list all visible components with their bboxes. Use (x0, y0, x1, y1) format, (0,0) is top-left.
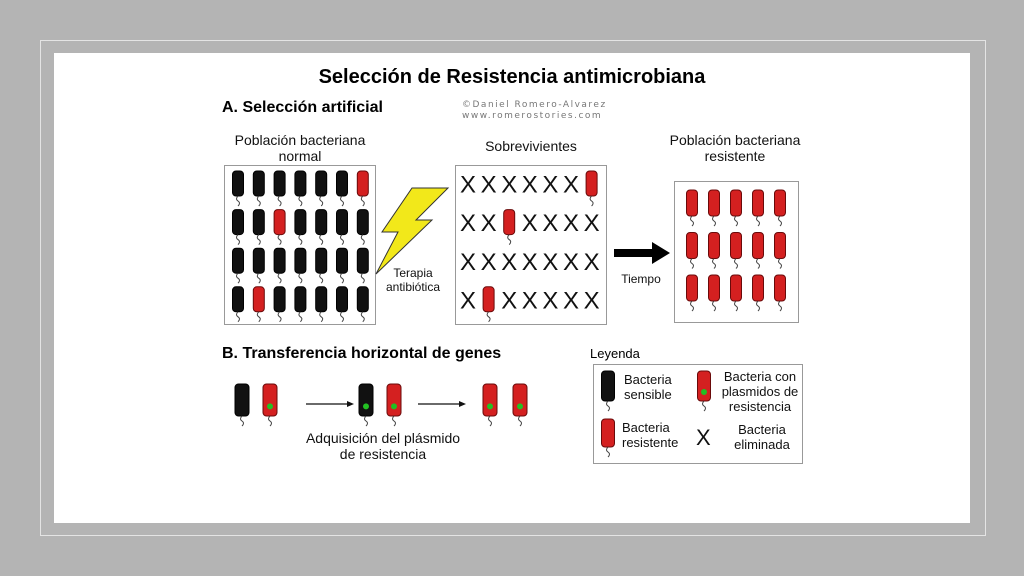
legend-title: Leyenda (590, 346, 640, 361)
eliminated-mark: X (542, 248, 559, 276)
sensitive-bacterium (316, 248, 327, 283)
eliminated-mark: X (583, 248, 600, 276)
sensitive-bacterium (337, 210, 348, 245)
legend-sensitive-bacterium (602, 371, 615, 411)
section-b-heading (222, 345, 501, 363)
resistant-bacterium (709, 275, 720, 311)
sensitive-bacterium (274, 248, 285, 283)
therapy-label (380, 266, 446, 294)
normal-title-line2: normal (278, 148, 322, 164)
resistant-bacterium (687, 275, 698, 311)
normal-population-title (220, 132, 380, 164)
transfer-arrow-icon (418, 401, 466, 407)
plasmid-dot (363, 403, 369, 409)
legend-sensitive-line1: Bacteria (624, 372, 672, 387)
legend-plasmid-label (718, 369, 802, 414)
resistant-bacterium (775, 190, 786, 226)
section-b-label: Transferencia horizontal de genes (242, 345, 502, 362)
sensitive-bacterium (295, 248, 306, 283)
normal-title-line1: Población bacteriana (234, 132, 366, 148)
sensitive-bacterium (233, 171, 244, 206)
sensitive-bacterium (316, 287, 327, 322)
sensitive-bacterium (337, 171, 348, 206)
eliminated-mark: X (542, 287, 559, 315)
eliminated-mark: X (501, 171, 518, 199)
eliminated-mark: X (501, 287, 518, 315)
resistant-bacterium (513, 384, 527, 426)
eliminated-mark: X (521, 171, 538, 199)
resistant-bacterium (504, 210, 515, 245)
legend-resistant-bacterium (602, 419, 615, 457)
lightning-bolt-icon (368, 186, 450, 278)
eliminated-mark: X (459, 287, 477, 315)
sensitive-bacterium (233, 287, 244, 322)
eliminated-mark: X (480, 171, 497, 199)
plasmid-acquisition-label (300, 430, 466, 462)
resistant-bacterium (709, 233, 720, 269)
resistant-bacterium (483, 384, 497, 426)
legend-resistant-label (622, 420, 678, 450)
sensitive-bacterium (253, 171, 264, 206)
sensitive-bacterium (295, 210, 306, 245)
eliminated-mark: X (459, 171, 477, 199)
plasmid-dot (487, 403, 493, 409)
resistant-bacterium (263, 384, 277, 426)
resistant-bacterium (586, 171, 597, 206)
eliminated-mark: X (562, 210, 580, 238)
sensitive-bacterium (253, 210, 264, 245)
legend-sensitive-label (624, 372, 672, 402)
legend-plasmid-line2: plasmidos de (721, 384, 799, 399)
legend-eliminated-label (722, 422, 802, 452)
eliminated-mark: X (542, 210, 559, 238)
section-a-heading (222, 99, 383, 117)
resistant-bacterium (253, 287, 264, 322)
resistant-population-grid (675, 182, 798, 321)
resistant-bacterium (387, 384, 401, 426)
legend-eliminated-line1: Bacteria (738, 422, 786, 437)
survivors-title: Sobrevivientes (485, 138, 577, 154)
resistant-bacterium (731, 190, 742, 226)
plasmid-dot (517, 403, 523, 409)
sensitive-bacterium (235, 384, 249, 426)
time-label: Tiempo (621, 272, 661, 286)
eliminated-mark: X (562, 248, 580, 276)
sensitive-bacterium (233, 210, 244, 245)
legend-sensitive-line2: sensible (624, 387, 672, 402)
credit (462, 100, 607, 122)
legend-eliminated-line2: eliminada (734, 437, 790, 452)
resistant-bacterium (274, 210, 285, 245)
sensitive-bacterium (316, 210, 327, 245)
legend-resistant-line2: resistente (622, 435, 679, 450)
therapy-line1: Terapia (393, 266, 433, 280)
sensitive-bacterium (337, 287, 348, 322)
resistant-bacterium (483, 287, 494, 322)
eliminated-mark: X (521, 210, 538, 238)
credit-author: ©Daniel Romero-Alvarez (462, 100, 607, 110)
credit-website: www.romerostories.com (462, 111, 603, 121)
resistant-bacterium (753, 233, 764, 269)
resistant-bacterium (731, 233, 742, 269)
sensitive-bacterium (274, 171, 285, 206)
legend-resistant-line1: Bacteria (622, 420, 670, 435)
legend-plasmid-bacterium (698, 371, 711, 411)
section-a-letter: A. (222, 99, 238, 116)
section-a-label: Selección artificial (242, 99, 383, 116)
resistant-bacterium (775, 233, 786, 269)
sensitive-bacterium (337, 248, 348, 283)
resistant-bacterium (775, 275, 786, 311)
survivors-grid (456, 166, 606, 323)
survivors-panel (455, 165, 607, 325)
legend-plasmid-line1: Bacteria con (723, 369, 797, 384)
resistant-population-title (660, 132, 810, 164)
eliminated-mark: X (459, 210, 477, 238)
plasmid-dot (391, 403, 397, 409)
resistant-title-line1: Población bacteriana (669, 132, 801, 148)
sensitive-bacterium (274, 287, 285, 322)
eliminated-mark: X (542, 171, 559, 199)
sensitive-bacterium (357, 248, 368, 283)
resistant-population-panel (674, 181, 799, 323)
section-b-letter: B. (222, 345, 238, 362)
normal-population-panel (224, 165, 376, 325)
legend-eliminated-symbol: X (696, 425, 711, 450)
legend-plasmid-line3: resistencia (728, 399, 792, 414)
eliminated-mark: X (501, 248, 518, 276)
acquisition-line1: Adquisición del plásmido (305, 430, 461, 446)
sensitive-bacterium (357, 210, 368, 245)
normal-population-grid (225, 166, 375, 323)
resistant-bacterium (753, 190, 764, 226)
transfer-arrow-icon (306, 401, 354, 407)
legend-panel (593, 364, 803, 464)
resistant-bacterium (709, 190, 720, 226)
plasmid-dot (267, 403, 273, 409)
plasmid-dot (701, 389, 707, 395)
eliminated-mark: X (562, 287, 580, 315)
eliminated-mark: X (562, 171, 580, 199)
resistant-bacterium (687, 233, 698, 269)
eliminated-mark: X (521, 287, 538, 315)
sensitive-bacterium (357, 287, 368, 322)
page-title: Selección de Resistencia antimicrobiana (318, 66, 706, 88)
eliminated-mark: X (459, 248, 477, 276)
therapy-line2: antibiótica (385, 280, 441, 294)
acquisition-line2: de resistencia (339, 446, 427, 462)
eliminated-mark: X (583, 287, 600, 315)
resistant-bacterium (731, 275, 742, 311)
eliminated-mark: X (480, 248, 497, 276)
sensitive-bacterium (295, 287, 306, 322)
resistant-bacterium (357, 171, 368, 206)
resistant-bacterium (687, 190, 698, 226)
eliminated-mark: X (583, 210, 600, 238)
time-arrow-icon (612, 240, 672, 266)
resistant-bacterium (753, 275, 764, 311)
sensitive-bacterium (253, 248, 264, 283)
sensitive-bacterium (359, 384, 373, 426)
sensitive-bacterium (295, 171, 306, 206)
eliminated-mark: X (521, 248, 538, 276)
sensitive-bacterium (316, 171, 327, 206)
resistant-title-line2: resistente (704, 148, 766, 164)
eliminated-mark: X (480, 210, 497, 238)
sensitive-bacterium (233, 248, 244, 283)
